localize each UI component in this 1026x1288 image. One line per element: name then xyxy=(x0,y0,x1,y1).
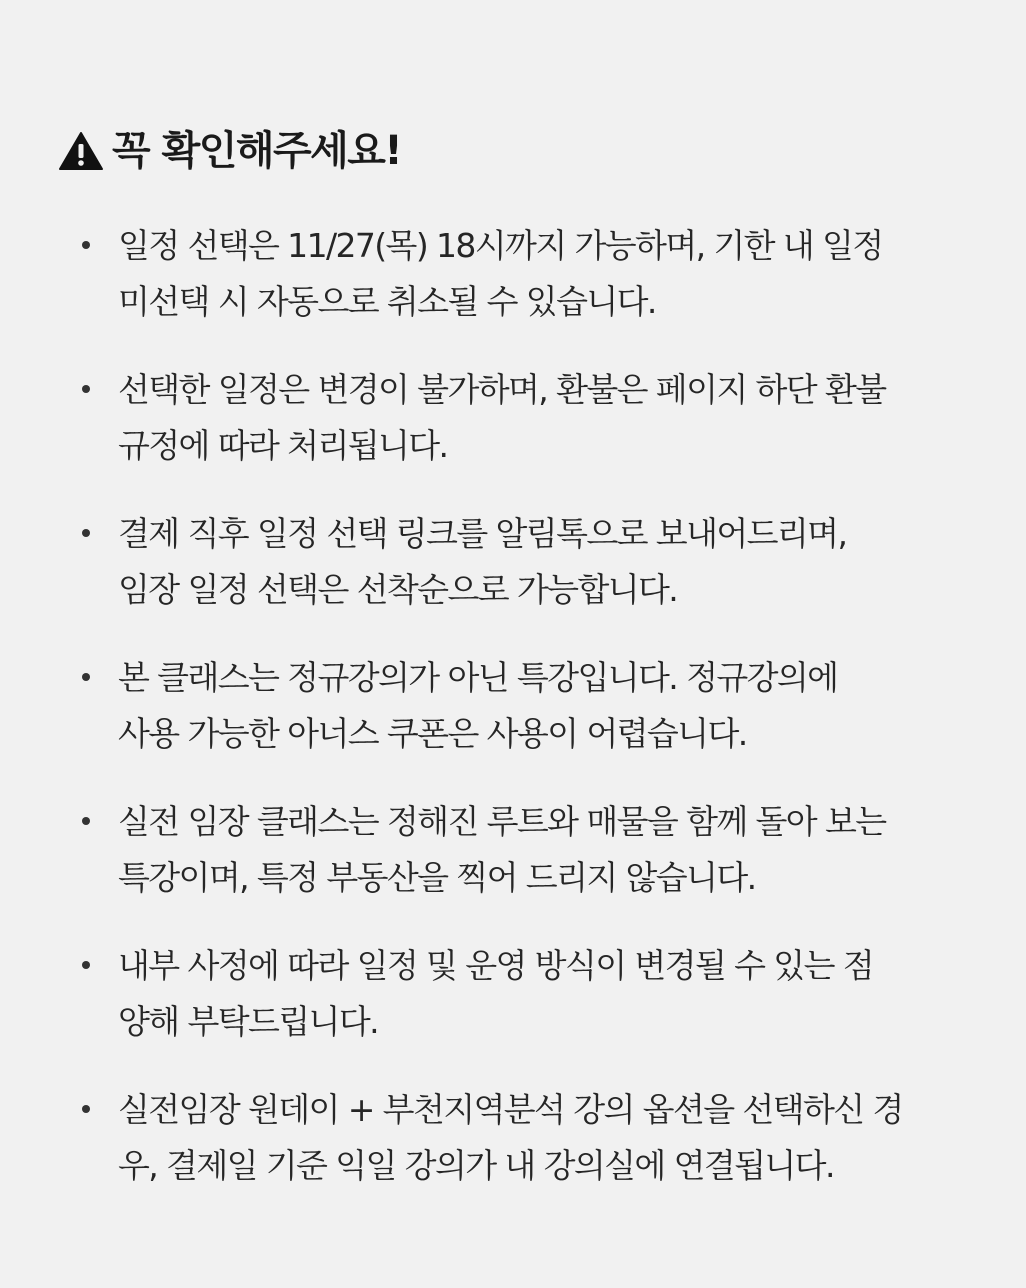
notice-text-line: 일정 선택은 11/27(목) 18시까지 가능하며, 기한 내 일정 xyxy=(118,226,883,265)
bullet-dot-icon xyxy=(82,385,90,393)
bullet-dot-icon xyxy=(82,529,90,537)
notice-text-line: 선택한 일정은 변경이 불가하며, 환불은 페이지 하단 환불 xyxy=(118,370,886,409)
notice-text-line: 실전 임장 클래스는 정해진 루트와 매물을 함께 돌아 보는 xyxy=(118,802,886,841)
notice-title: 꼭 확인해주세요! xyxy=(112,128,402,174)
bullet-dot-icon xyxy=(82,241,90,249)
notice-text-line: 본 클래스는 정규강의가 아닌 특강입니다. 정규강의에 xyxy=(118,658,838,697)
notice-item xyxy=(58,794,966,906)
notice-item xyxy=(58,1082,966,1194)
bullet-dot-icon xyxy=(82,817,90,825)
notice-text-line: 실전임장 원데이 + 부천지역분석 강의 옵션을 선택하신 경 xyxy=(118,1090,903,1129)
notice-header xyxy=(58,118,966,184)
notice-item xyxy=(58,650,966,762)
notice-text-line: 내부 사정에 따라 일정 및 운영 방식이 변경될 수 있는 점 xyxy=(118,946,874,985)
notice-item xyxy=(58,218,966,330)
notice-item xyxy=(58,938,966,1050)
notice-text-line: 양해 부탁드립니다. xyxy=(118,1002,379,1041)
notice-text-line: 규정에 따라 처리됩니다. xyxy=(118,426,448,465)
notice-item xyxy=(58,506,966,618)
warning-triangle-icon xyxy=(58,131,104,171)
notice-text-line: 우, 결제일 기준 익일 강의가 내 강의실에 연결됩니다. xyxy=(118,1146,834,1185)
notice-text-line: 특강이며, 특정 부동산을 찍어 드리지 않습니다. xyxy=(118,858,756,897)
bullet-dot-icon xyxy=(82,673,90,681)
notice-text-line: 사용 가능한 아너스 쿠폰은 사용이 어렵습니다. xyxy=(118,714,747,753)
bullet-dot-icon xyxy=(82,1105,90,1113)
notice-text-line: 결제 직후 일정 선택 링크를 알림톡으로 보내어드리며, xyxy=(118,514,847,553)
notice-item xyxy=(58,362,966,474)
notice-list xyxy=(58,218,966,1194)
notice-text-line: 미선택 시 자동으로 취소될 수 있습니다. xyxy=(118,282,656,321)
notice-text-line: 임장 일정 선택은 선착순으로 가능합니다. xyxy=(118,570,678,609)
bullet-dot-icon xyxy=(82,961,90,969)
